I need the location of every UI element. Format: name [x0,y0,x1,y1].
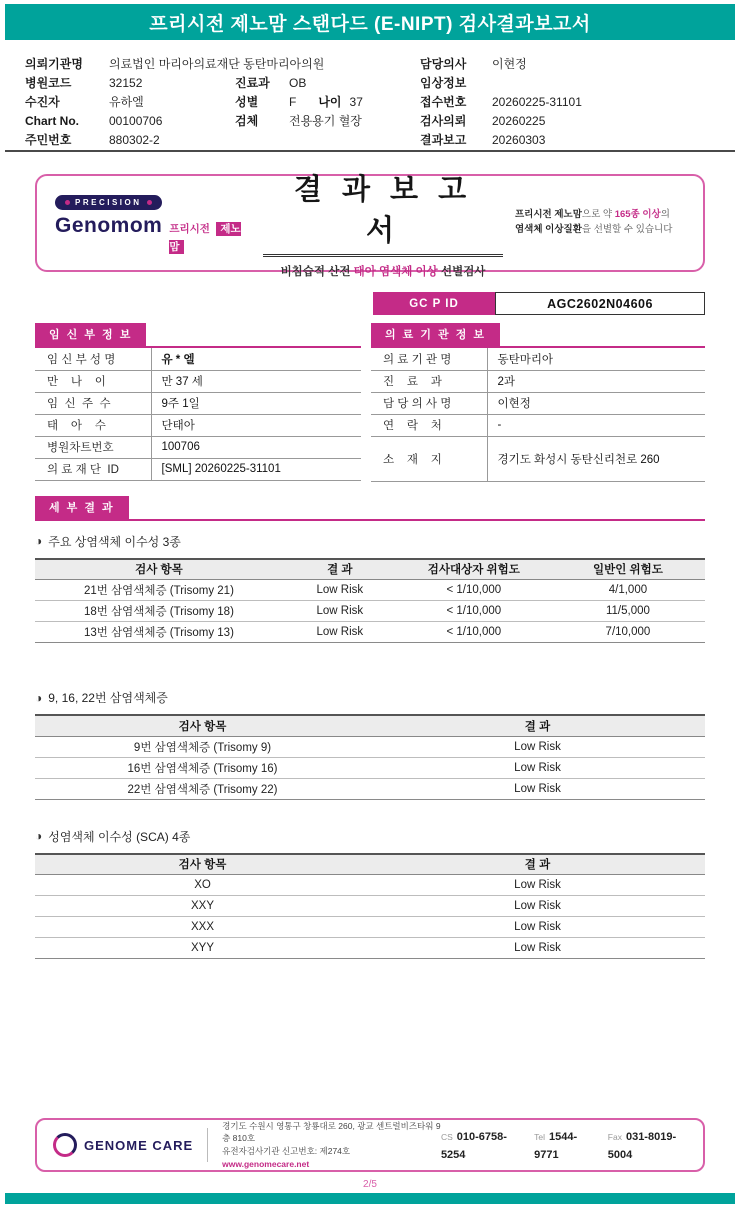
info-value: - [487,414,705,436]
genomom-brand-block [55,192,251,255]
subsection-title: 성염색체 이수성 (SCA) 4종 [48,829,191,844]
contact-label: CS [440,1132,453,1142]
document-title: 프리시전 제노맘 스탠다드 (E-NIPT) 검사결과보고서 [149,13,591,35]
field-value: OB [289,75,307,90]
section-badge: 임 신 부 정 보 [35,323,146,346]
field-resident-no [25,130,324,149]
info-row [371,370,705,392]
info-value: 100706 [151,436,361,458]
field-receipt-no [420,92,582,111]
info-row [35,348,361,370]
detailed-results-header [35,496,705,521]
contact-fax [608,1127,687,1163]
result-cell: 4/1,000 [551,580,705,601]
field-label: 병원코드 [25,76,72,90]
result-cell: Low Risk [370,938,705,959]
genomecare-logo-icon [53,1133,77,1157]
field-label: 담당의사 [420,57,467,71]
page-number: 2/5 [363,1179,377,1190]
gcpid-row [35,292,705,315]
field-clinical-info [420,73,582,92]
field-department [235,73,363,92]
result-cell: Low Risk [370,917,705,938]
table-body [35,580,705,643]
result-row [35,601,705,622]
info-row [371,414,705,436]
info-label: 만 나 이 [35,370,151,392]
field-value: 전용용기 혈장 [289,114,362,128]
genomecare-logo-text: GENOME CARE [84,1137,194,1153]
results-table-main-trisomy [35,558,705,644]
field-value: 유하엘 [109,95,144,109]
info-value: 이현정 [487,392,705,414]
info-value: 동탄마리아 [487,348,705,370]
column-header: 검사 항목 [178,859,227,872]
gcpid-value: AGC2602N04606 [495,292,705,315]
header-row [35,854,705,875]
table-head [35,854,705,875]
result-cell: < 1/10,000 [397,622,551,643]
table-body [35,348,361,480]
clinic-info-header [371,323,705,348]
result-row [35,622,705,643]
column-header: 검사대상자 위험도 [427,564,520,577]
result-cell: Low Risk [370,778,705,799]
tagline-text: 으로 약 [581,209,615,221]
subtitle-accent: 태아 염색체 이상 [353,266,438,278]
subsection-title: 9, 16, 22번 삼염색체증 [48,691,168,705]
subsection-heading-other-trisomy [35,689,705,706]
result-cell: Low Risk [370,875,705,896]
field-label: 검사의뢰 [420,114,467,128]
field-label: 주민번호 [25,133,72,147]
result-cell: Low Risk [370,736,705,757]
genomecare-logo [53,1133,193,1157]
info-value: 9주 1일 [151,392,361,414]
info-value: 단태아 [151,414,361,436]
spacer [235,54,363,73]
info-label: 담 당 의 사 명 [371,392,487,414]
half-circle-bullet-icon: ◑ [35,534,43,548]
patient-info-section [35,323,361,482]
info-label: 의 료 기 관 명 [371,348,487,370]
contact-tel [534,1127,592,1163]
field-report-date [420,130,582,149]
results-table-other-trisomy [35,714,705,800]
info-label: 임 신 부 성 명 [35,348,151,370]
tagline-accent: 165종 이상 [614,209,661,221]
field-value: 00100706 [109,113,163,128]
info-label: 의 료 재 단 ID [35,458,151,480]
contact-value: 010-6758-5254 [440,1131,507,1161]
field-label: 검체 [235,114,259,128]
info-row [371,392,705,414]
address-line-2: 유전자검사기관 신고번호: 제274호 [222,1146,351,1156]
brand-korean-genomom: 제노맘 [169,222,241,253]
result-cell: 13번 삼염색체증 (Trisomy 13) [35,622,283,643]
info-columns [35,323,705,482]
result-cell: XYY [35,938,370,959]
result-cell: 21번 삼염색체증 (Trisomy 21) [35,580,283,601]
info-value: 유 * 엘 [151,348,361,370]
report-head-banner [35,174,705,278]
info-row [35,414,361,436]
gcpid-label: GC P ID [373,292,495,315]
report-subtitle [263,263,503,279]
website-link: www.genomecare.net [222,1158,310,1169]
result-cell: Low Risk [283,580,397,601]
table-head [35,715,705,736]
request-info-middle-column [235,54,363,130]
table-body [35,736,705,799]
contact-value: 031-8019-5004 [607,1131,677,1161]
field-label: 성별 [235,95,259,109]
result-cell: Low Risk [370,757,705,778]
column-header: 결 과 [524,859,551,872]
info-row [371,436,705,481]
brand-line [55,214,251,255]
info-row [35,458,361,480]
subsection-heading-sca [35,828,705,845]
column-header: 일반인 위험도 [593,564,663,577]
result-row [35,778,705,799]
result-row [35,580,705,601]
result-cell: 11/5,000 [551,601,705,622]
result-row [35,736,705,757]
field-label: 진료과 [235,76,270,90]
result-cell: XO [35,875,370,896]
info-value: 만 37 세 [151,370,361,392]
result-cell: 16번 삼염색체증 (Trisomy 16) [35,757,370,778]
patient-info-table [35,348,361,481]
tagline-brand: 프리시전 제노맘 [515,209,582,221]
info-value: 경기도 화성시 동탄신리천로 260 [487,436,705,481]
result-cell: 18번 삼염색체증 (Trisomy 18) [35,601,283,622]
precision-badge [55,195,162,210]
column-header: 결 과 [524,720,551,733]
subtitle-pre: 비침습적 산전 [280,266,354,278]
result-row [35,757,705,778]
clinic-info-section [371,323,705,482]
result-cell: Low Risk [283,601,397,622]
tagline-bold: 염색체 이상질환 [515,224,582,235]
bottom-teal-bar [5,1193,735,1204]
info-value: [SML] 20260225-31101 [151,458,361,480]
result-cell: 9번 삼염색체증 (Trisomy 9) [35,736,370,757]
field-value: 20260225 [492,113,546,128]
footer-divider [207,1128,208,1162]
field-label: 나이 [318,95,342,109]
field-value: 32152 [109,75,143,90]
subsection-title: 주요 상염색체 이수성 3종 [48,534,181,549]
field-value: 의료법인 마리아의료재단 동탄마리아의원 [109,57,325,71]
info-row [35,392,361,414]
section-badge: 세 부 결 과 [35,496,129,519]
report-tagline [515,208,685,237]
subtitle-post: 선별검사 [437,266,486,278]
clinic-info-table [371,348,705,482]
info-value: 2과 [487,370,705,392]
info-label: 소 재 지 [371,436,487,481]
report-title: 결 과 보 고 서 [263,167,503,257]
result-row [35,875,705,896]
info-label: 연 락 처 [371,414,487,436]
tagline-text: 의 [660,209,670,221]
result-cell: 7/10,000 [551,622,705,643]
header-row [35,559,705,580]
contact-label: Fax [607,1132,622,1142]
footer [35,1118,705,1172]
document-title-bar [5,4,735,40]
field-value: 20260225-31101 [492,94,582,109]
table-head [35,559,705,580]
table-body [35,875,705,959]
field-value: 이현정 [492,57,527,71]
dot-icon [65,200,70,205]
column-header: 검사 항목 [135,564,183,577]
column-header: 결 과 [327,564,353,577]
info-row [35,370,361,392]
request-info-header [5,44,735,152]
info-label: 병원차트번호 [35,436,151,458]
tagline-text: 을 선별할 수 있습니다 [581,224,673,235]
request-info-right-column [420,54,582,149]
genomom-logo: Genomom [55,213,163,237]
field-value: F [289,94,297,109]
contact-cs [441,1127,518,1163]
contact-value: 1544-9771 [534,1131,578,1161]
dot-icon [147,200,152,205]
report-title-block [263,167,503,279]
field-request-date [420,111,582,130]
brand-korean-precision: 프리시전 [169,222,210,235]
table-body [371,348,705,481]
info-label: 태 아 수 [35,414,151,436]
field-sex-age [235,92,363,111]
info-label: 임 신 주 수 [35,392,151,414]
footer-address [222,1120,441,1171]
precision-badge-label: PRECISION [75,197,142,207]
result-row [35,917,705,938]
patient-info-header [35,323,361,348]
result-cell: Low Risk [370,896,705,917]
column-header: 검사 항목 [178,720,227,733]
section-badge: 의 료 기 관 정 보 [371,323,500,346]
field-label: 수진자 [25,95,60,109]
info-row [35,436,361,458]
field-specimen [235,111,363,130]
field-doctor [420,54,582,73]
results-table-sca [35,853,705,960]
contact-label: Tel [534,1132,546,1142]
field-label: 임상정보 [420,76,467,90]
half-circle-bullet-icon: ◑ [35,690,43,705]
info-row [371,348,705,370]
result-cell: XXY [35,896,370,917]
result-row [35,896,705,917]
result-cell: < 1/10,000 [397,580,551,601]
result-row [35,938,705,959]
result-cell: XXX [35,917,370,938]
field-value: 880302-2 [109,132,160,147]
address-line-1: 경기도 수원시 영통구 창룡대로 260, 광교 센트럴비즈타워 9층 810호 [222,1120,441,1144]
field-label: 의뢰기관명 [25,57,83,71]
result-cell: 22번 삼염색체증 (Trisomy 22) [35,778,370,799]
field-label: 접수번호 [420,95,467,109]
report-body [35,152,705,959]
half-circle-bullet-icon: ◑ [35,829,43,843]
field-value: 20260303 [492,132,546,147]
field-label: Chart No. [25,113,79,128]
result-cell: Low Risk [283,622,397,643]
field-value: 37 [349,94,363,109]
info-label: 진 료 과 [371,370,487,392]
brand-korean [169,219,251,255]
field-label: 결과보고 [420,133,467,147]
footer-contacts [441,1127,687,1163]
result-cell: < 1/10,000 [397,601,551,622]
subsection-heading-main-trisomy [35,533,705,550]
header-row [35,715,705,736]
